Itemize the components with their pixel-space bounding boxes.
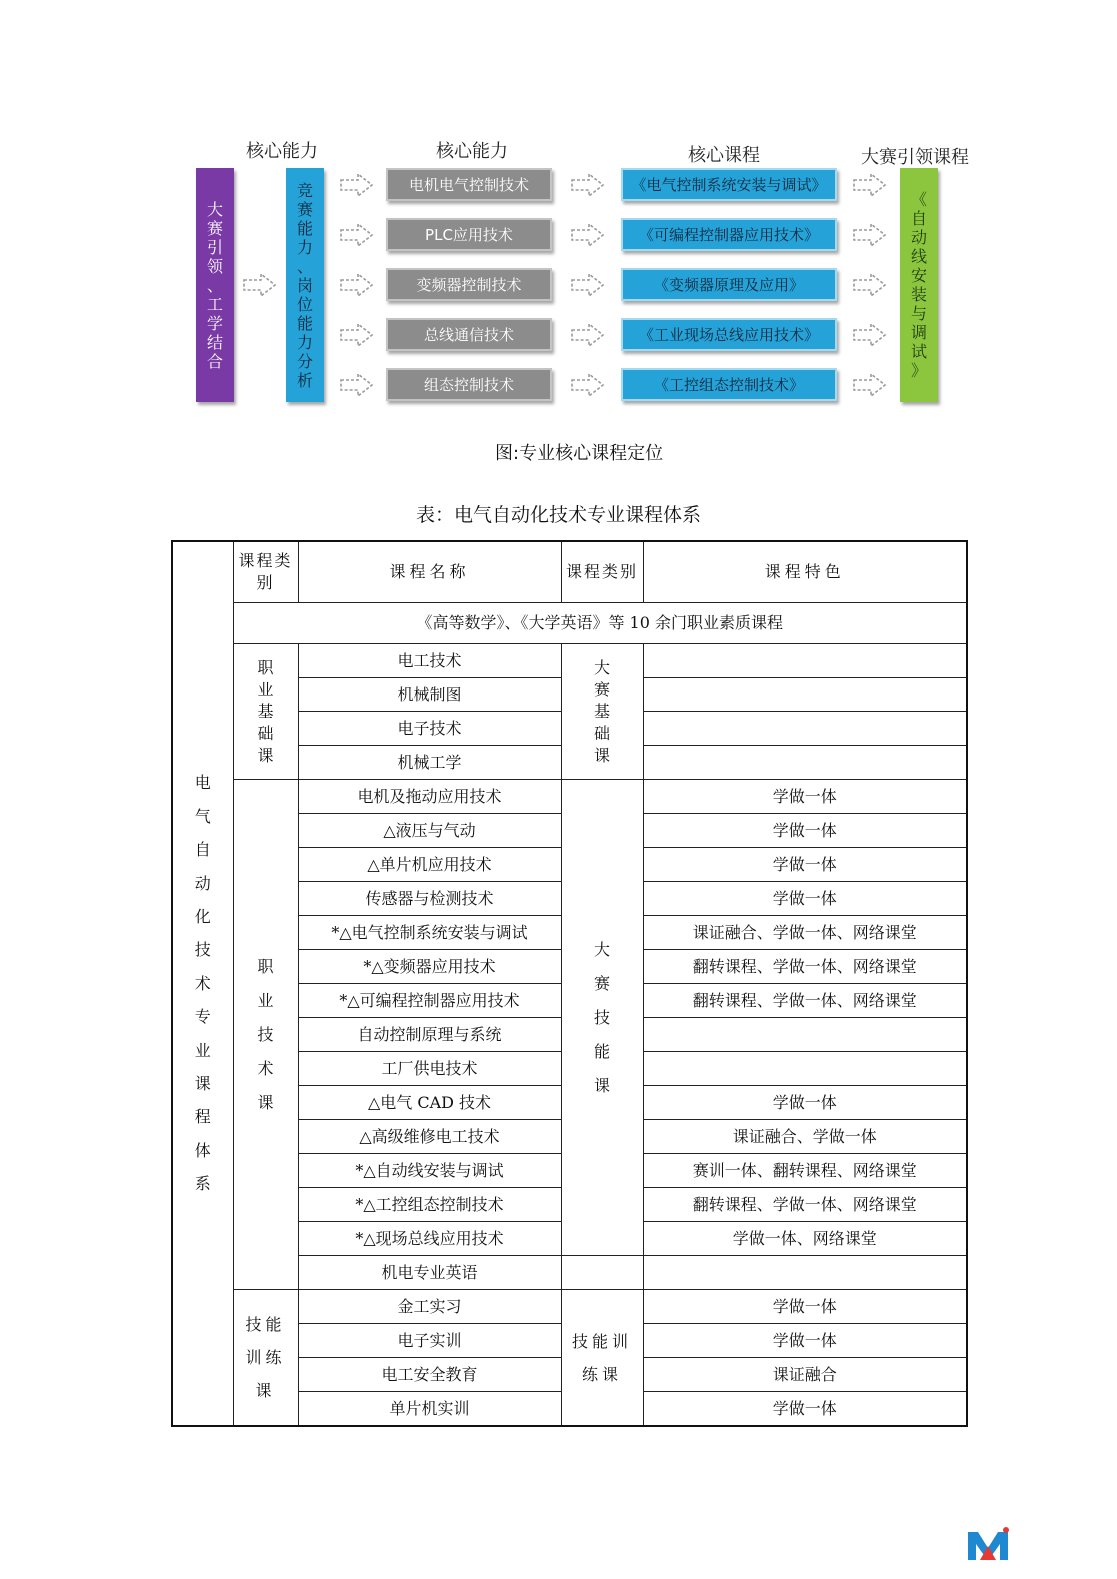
course-feature-cell: 学做一体 <box>643 780 967 814</box>
table-title: 表：电气自动化技术专业课程体系 <box>415 504 701 526</box>
course-feature-cell: 学做一体 <box>643 882 967 916</box>
course-feature-cell <box>643 1052 967 1086</box>
table-row <box>172 780 967 814</box>
diagram-caption: 图:专业核心课程定位 <box>495 443 664 464</box>
course-name-cell: 机械工学 <box>298 746 561 780</box>
skill-box: 组态控制技术 <box>386 368 552 401</box>
header-feature: 课程特色 <box>643 541 967 603</box>
course-feature-cell: 课证融合、学做一体、网络课堂 <box>643 916 967 950</box>
course-feature-cell: 学做一体 <box>643 1290 967 1324</box>
course-feature-cell: 课证融合、学做一体 <box>643 1120 967 1154</box>
core-course-box: 《工业现场总线应用技术》 <box>621 318 837 351</box>
flow-arrow-icon <box>340 172 374 198</box>
flow-arrow-icon <box>340 322 374 348</box>
header-competition-course: 大赛引领课程 <box>861 147 969 168</box>
course-name-cell: △电气 CAD 技术 <box>298 1086 561 1120</box>
core-course-box: 《工控组态控制技术》 <box>621 368 837 401</box>
course-feature-cell: 赛训一体、翻转课程、网络课堂 <box>643 1154 967 1188</box>
competition-lead-box: 大 赛 引 领 、 工 学 结 合 <box>196 168 234 402</box>
course-feature-cell: 翻转课程、学做一体、网络课堂 <box>643 984 967 1018</box>
flow-arrow-icon <box>571 172 605 198</box>
flow-arrow-icon <box>571 372 605 398</box>
curriculum-table <box>171 540 968 1427</box>
skill-box: PLC应用技术 <box>386 218 552 251</box>
course-name-cell: 电工技术 <box>298 644 561 678</box>
empty-category-cell <box>561 1256 643 1290</box>
flow-arrow-icon <box>853 372 887 398</box>
header-category-2: 课程类别 <box>561 541 643 603</box>
course-feature-cell <box>643 1256 967 1290</box>
course-name-cell: 电工安全教育 <box>298 1358 561 1392</box>
course-feature-cell <box>643 1018 967 1052</box>
course-name-cell: 工厂供电技术 <box>298 1052 561 1086</box>
flow-arrow-icon <box>243 272 277 298</box>
category-cell: 职 业 基 础 课 <box>233 644 298 780</box>
skill-box: 总线通信技术 <box>386 318 552 351</box>
course-name-cell: *△自动线安装与调试 <box>298 1154 561 1188</box>
competition-category-cell: 大 赛 技 能 课 <box>561 780 643 1256</box>
flow-arrow-icon <box>853 222 887 248</box>
course-name-cell: 自动控制原理与系统 <box>298 1018 561 1052</box>
core-course-box: 《变频器原理及应用》 <box>621 268 837 301</box>
skill-box: 电机电气控制技术 <box>386 168 552 201</box>
course-name-cell: *△电气控制系统安装与调试 <box>298 916 561 950</box>
category-cell: 技能训练课 <box>233 1290 298 1427</box>
table-header-row <box>172 541 967 603</box>
course-name-cell: △液压与气动 <box>298 814 561 848</box>
table-row <box>172 1290 967 1324</box>
header-core-course: 核心课程 <box>688 145 760 166</box>
course-feature-cell: 课证融合 <box>643 1358 967 1392</box>
core-course-box: 《电气控制系统安装与调试》 <box>621 168 837 201</box>
flow-arrow-icon <box>571 272 605 298</box>
competition-category-cell: 技能训练课 <box>561 1290 643 1427</box>
course-name-cell: 单片机实训 <box>298 1392 561 1427</box>
course-name-cell: 电机及拖动应用技术 <box>298 780 561 814</box>
course-name-cell: 传感器与检测技术 <box>298 882 561 916</box>
course-name-cell: *△可编程控制器应用技术 <box>298 984 561 1018</box>
course-name-cell: 机械制图 <box>298 678 561 712</box>
skill-box: 变频器控制技术 <box>386 268 552 301</box>
course-feature-cell <box>643 746 967 780</box>
course-feature-cell: 学做一体 <box>643 1392 967 1427</box>
competition-category-cell: 大 赛 基 础 课 <box>561 644 643 780</box>
flow-arrow-icon <box>571 222 605 248</box>
core-course-box: 《可编程控制器应用技术》 <box>621 218 837 251</box>
course-feature-cell <box>643 678 967 712</box>
course-feature-cell: 翻转课程、学做一体、网络课堂 <box>643 950 967 984</box>
course-feature-cell: 翻转课程、学做一体、网络课堂 <box>643 1188 967 1222</box>
ability-analysis-box: 竞 赛 能 力 、 岗 位 能 力 分 析 <box>286 168 324 402</box>
header-core-ability-1: 核心能力 <box>246 141 318 162</box>
header-course-name: 课程名称 <box>298 541 561 603</box>
header-category: 课程类别 <box>233 541 298 603</box>
flow-arrow-icon <box>340 222 374 248</box>
flow-arrow-icon <box>853 272 887 298</box>
course-name-cell: 金工实习 <box>298 1290 561 1324</box>
course-feature-cell: 学做一体 <box>643 1324 967 1358</box>
table-row <box>172 644 967 678</box>
category-cell: 职 业 技 术 课 <box>233 780 298 1290</box>
general-row <box>172 603 967 644</box>
flow-arrow-icon <box>853 172 887 198</box>
course-name-cell: *△变频器应用技术 <box>298 950 561 984</box>
course-feature-cell: 学做一体 <box>643 848 967 882</box>
course-name-cell: *△现场总线应用技术 <box>298 1222 561 1256</box>
course-name-cell: △单片机应用技术 <box>298 848 561 882</box>
automation-line-course-box: 《 自 动 线 安 装 与 调 试 》 <box>900 168 938 402</box>
flow-arrow-icon <box>340 272 374 298</box>
course-name-cell: △高级维修电工技术 <box>298 1120 561 1154</box>
flow-arrow-icon <box>571 322 605 348</box>
header-core-ability-2: 核心能力 <box>436 141 508 162</box>
flow-arrow-icon <box>853 322 887 348</box>
side-label: 电 气 自 动 化 技 术 专 业 课 程 体 系 <box>172 541 233 1426</box>
course-feature-cell <box>643 644 967 678</box>
course-name-cell: 机电专业英语 <box>298 1256 561 1290</box>
course-name-cell: 电子技术 <box>298 712 561 746</box>
course-name-cell: 电子实训 <box>298 1324 561 1358</box>
logo-icon <box>966 1526 1010 1562</box>
course-name-cell: *△工控组态控制技术 <box>298 1188 561 1222</box>
course-feature-cell: 学做一体 <box>643 814 967 848</box>
course-feature-cell <box>643 712 967 746</box>
general-courses: 《高等数学》、《大学英语》等 10 余门职业素质课程 <box>233 603 967 644</box>
course-feature-cell: 学做一体、网络课堂 <box>643 1222 967 1256</box>
course-feature-cell: 学做一体 <box>643 1086 967 1120</box>
flow-arrow-icon <box>340 372 374 398</box>
